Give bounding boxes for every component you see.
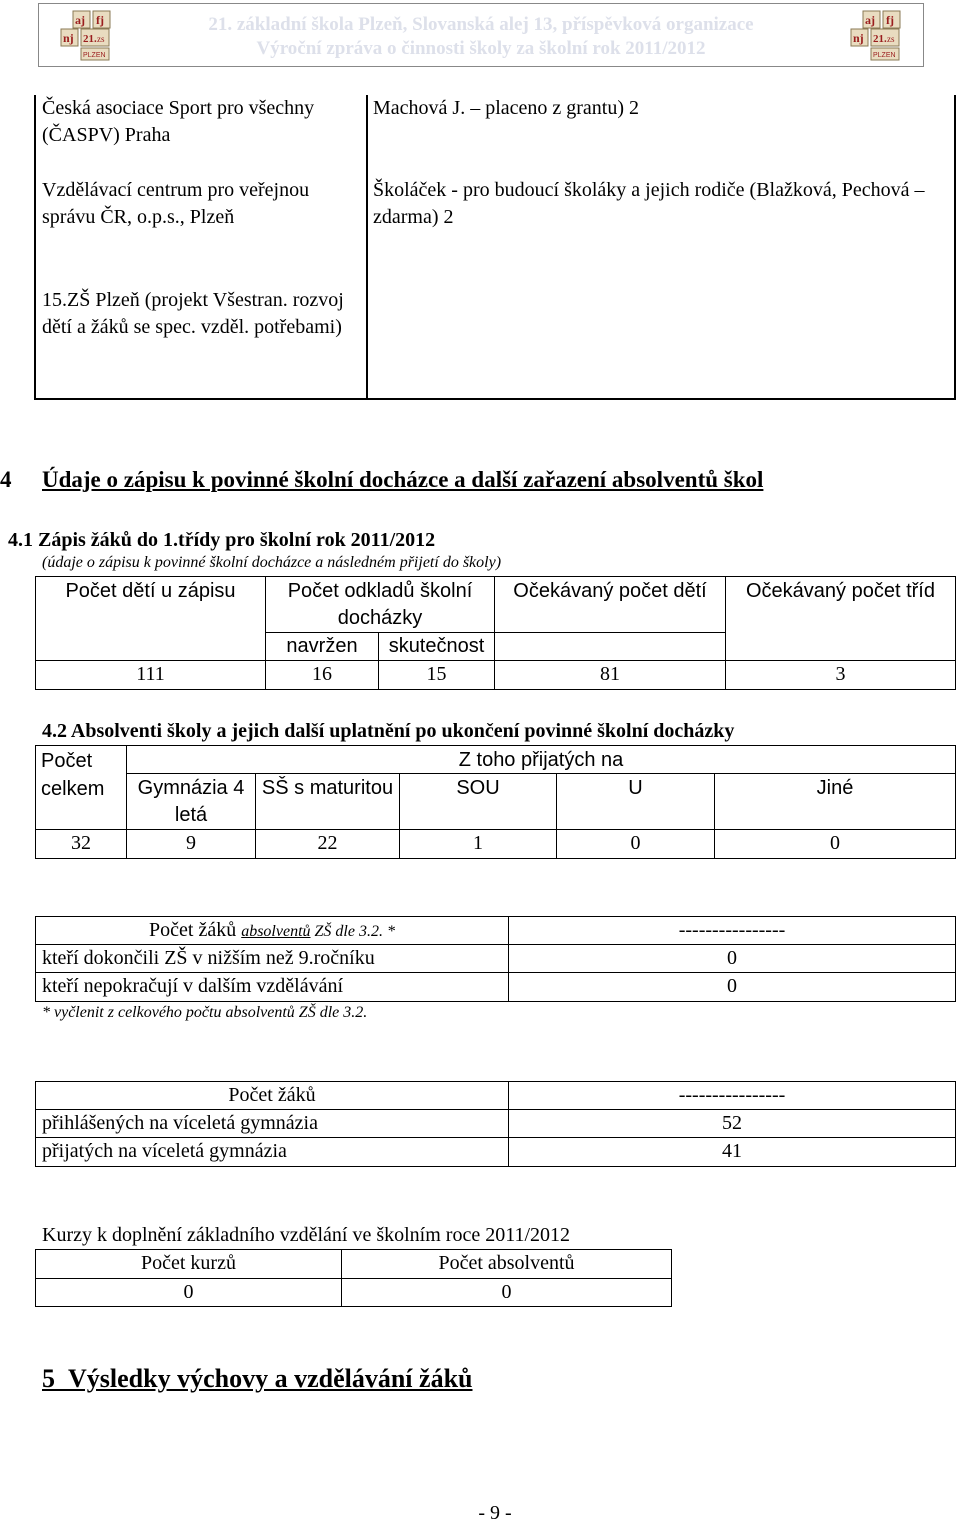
header-line-2: Výroční zpráva o činnosti školy za školní rok 2011/2012 bbox=[256, 38, 706, 59]
logo-text-zs: zs bbox=[887, 34, 895, 44]
td-u: 0 bbox=[630, 832, 641, 854]
section-5-title: Výsledky výchovy a vzdělávání žáků bbox=[68, 1364, 473, 1393]
td-jine: 0 bbox=[830, 832, 840, 854]
th-ocekavany-pocet-trid: Očekávaný počet tříd bbox=[746, 580, 935, 602]
th-sou: SOU bbox=[456, 777, 500, 799]
t3-header-label-main: Počet žáků bbox=[149, 919, 237, 941]
td-pocet-deti: 111 bbox=[136, 663, 165, 685]
th-ss-maturitou: SŠ s maturitou bbox=[261, 777, 394, 799]
th-ocekavany-pocet-deti: Očekávaný počet dětí bbox=[513, 580, 707, 602]
logo-text-aj: aj bbox=[865, 13, 875, 27]
td-ocekavany-pocet-trid: 3 bbox=[835, 663, 846, 685]
section-4-title: Údaje o zápisu k povinné školní docházce a další zařazení absolventů škol bbox=[42, 467, 764, 492]
partner-note-skolacek: Školáček - pro budoucí školáky a jejich rodiče (Blažková, Pechová – zdarma) 2 bbox=[373, 179, 925, 228]
partner-15zs: 15.ZŠ Plzeň (projekt Všestran. rozvoj dětí a žáků se spec. vzděl. potřebami) bbox=[42, 289, 344, 338]
t4-header-value: ---------------- bbox=[678, 1084, 786, 1106]
th-gymnazia: Gymnázia 4 letá bbox=[137, 777, 245, 826]
section-4-1-title: 4.1 Zápis žáků do 1.třídy pro školní rok 2011/2012 bbox=[8, 529, 436, 551]
logo-text-21: 21. bbox=[873, 33, 887, 45]
logo-text-zs: zs bbox=[97, 34, 105, 44]
t3-header-label-sub: absolventů ZŠ dle 3.2. * bbox=[241, 923, 395, 940]
t4-header-label: Počet žáků bbox=[228, 1084, 316, 1106]
td-pocet-absolventu: 0 bbox=[501, 1281, 512, 1303]
t4-row1-label: přihlášených na víceletá gymnázia bbox=[42, 1112, 318, 1134]
td-ocekavany-pocet-deti: 81 bbox=[600, 663, 620, 685]
header-line-1: 21. základní škola Plzeň, Slovanská alej 13, příspěvková organizace bbox=[208, 14, 754, 35]
td-navrzen: 16 bbox=[312, 663, 332, 685]
page-header bbox=[38, 3, 924, 67]
logo-text-fj: fj bbox=[886, 13, 894, 27]
th-navrzen: navržen bbox=[286, 635, 358, 657]
section-4-1-subtitle: (údaje o zápisu k povinné školní docházce a následném přijetí do školy) bbox=[42, 554, 502, 571]
school-logo-right bbox=[849, 9, 931, 63]
logo-text-plzen: PLZEN bbox=[83, 52, 106, 59]
t3-row2-value: 0 bbox=[727, 975, 737, 997]
section-4-2-title: 4.2 Absolventi školy a jejich další uplatnění po ukončení povinné školní docházky bbox=[42, 720, 735, 742]
th-pocet-deti: Počet dětí u zápisu bbox=[65, 580, 236, 602]
partner-caspv: Česká asociace Sport pro všechny (ČASPV) Praha bbox=[42, 97, 315, 146]
section-5-number: 5 bbox=[42, 1364, 55, 1393]
td-skutecnost: 15 bbox=[426, 663, 447, 685]
t4-row2-label: přijatých na víceletá gymnázia bbox=[42, 1140, 287, 1162]
th-jine: Jiné bbox=[816, 777, 854, 799]
logo-text-fj: fj bbox=[96, 13, 104, 27]
th-pocet-celkem: Počet celkem bbox=[41, 750, 105, 800]
th-u: U bbox=[628, 777, 643, 799]
t3-row1-label: kteří dokončili ZŠ v nižším než 9.ročníku bbox=[42, 947, 375, 969]
th-pocet-kurzu: Počet kurzů bbox=[141, 1252, 236, 1274]
partner-note-machova: Machová J. – placeno z grantu) 2 bbox=[373, 97, 640, 119]
t3-header-value: ---------------- bbox=[678, 919, 786, 941]
t4-row1-value: 52 bbox=[722, 1112, 742, 1134]
td-gymnazia: 9 bbox=[186, 832, 196, 854]
th-z-toho-prijatych: Z toho přijatých na bbox=[458, 749, 624, 771]
logo-text-nj: nj bbox=[853, 31, 864, 45]
t3-row1-value: 0 bbox=[727, 947, 737, 969]
th-pocet-absolventu: Počet absolventů bbox=[438, 1252, 575, 1274]
logo-text-21: 21. bbox=[83, 33, 97, 45]
logo-text-aj: aj bbox=[75, 13, 85, 27]
t3-header-label bbox=[36, 917, 508, 945]
t5-title: Kurzy k doplnění základního vzdělání ve školním roce 2011/2012 bbox=[42, 1224, 571, 1246]
td-pocet-celkem: 32 bbox=[71, 832, 91, 854]
section-4-number: 4 bbox=[0, 467, 12, 492]
td-pocet-kurzu: 0 bbox=[183, 1281, 194, 1303]
t3-row2-label: kteří nepokračují v dalším vzdělávání bbox=[42, 975, 344, 997]
td-sou: 1 bbox=[473, 832, 483, 854]
th-pocet-odkladu: Počet odkladů školní docházky bbox=[287, 580, 473, 629]
logo-text-plzen: PLZEN bbox=[873, 52, 896, 59]
td-ss-maturitou: 22 bbox=[317, 832, 338, 854]
section-5-heading bbox=[42, 1363, 473, 1395]
th-skutecnost: skutečnost bbox=[388, 635, 485, 657]
logo-text-nj: nj bbox=[63, 31, 74, 45]
t3-footnote: * vyčlenit z celkového počtu absolventů ZŠ dle 3.2. bbox=[42, 1004, 368, 1021]
partner-vcvs: Vzdělávací centrum pro veřejnou správu ČR, o.p.s., Plzeň bbox=[42, 179, 310, 228]
t4-row2-value: 41 bbox=[722, 1140, 742, 1162]
page-number: - 9 - bbox=[478, 1502, 512, 1524]
